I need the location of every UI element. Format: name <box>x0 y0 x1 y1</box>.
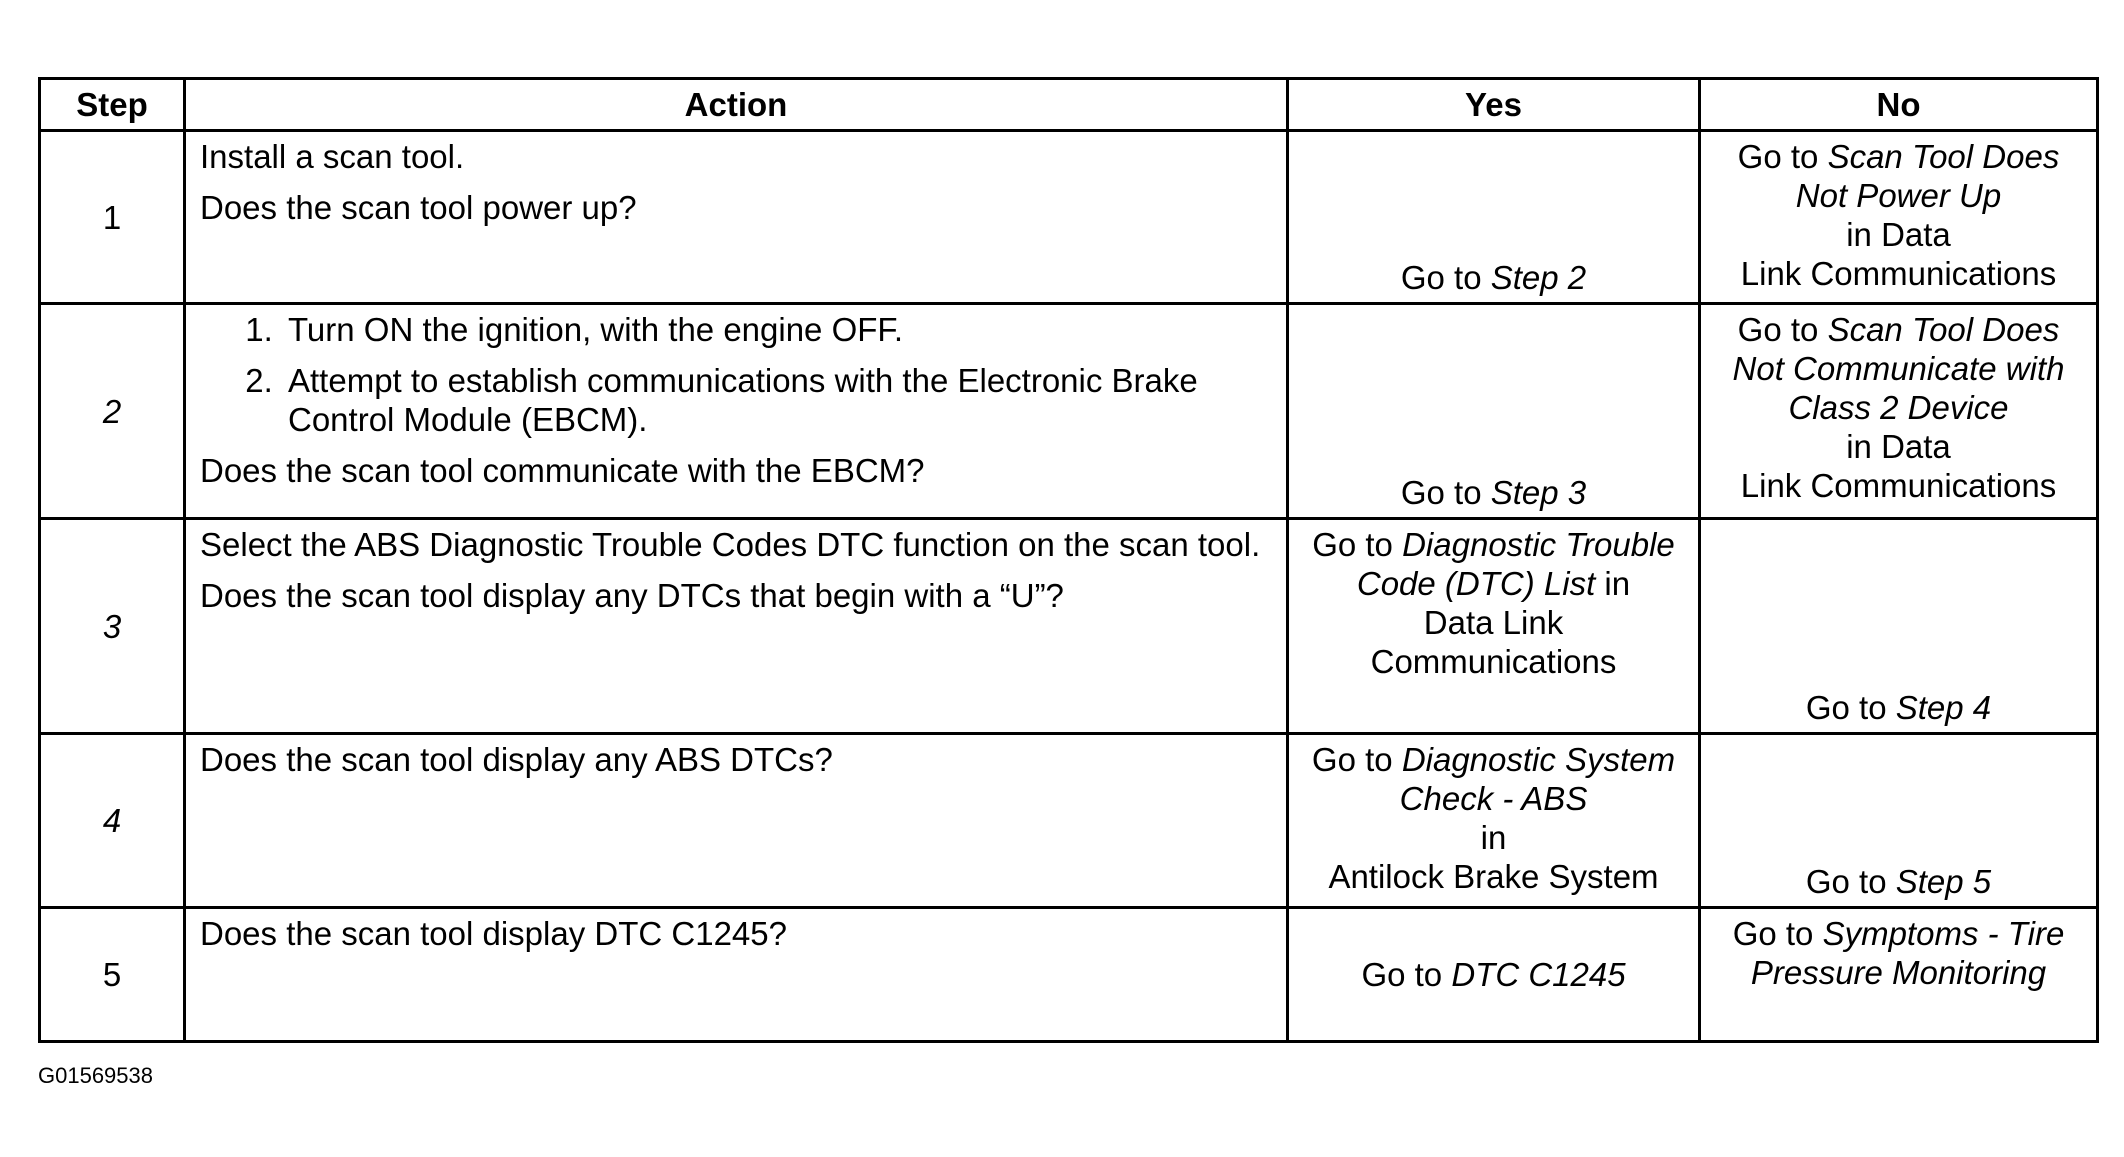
step-number: 1 <box>40 131 185 304</box>
yes-link[interactable]: DTC C1245 <box>1451 956 1626 993</box>
step-number: 3 <box>40 519 185 734</box>
action-question: Does the scan tool power up? <box>200 189 637 226</box>
yes-cell <box>1288 519 1700 734</box>
action-cell <box>185 304 1288 519</box>
action-text: Select the ABS Diagnostic Trouble Codes DTC function on the scan tool. <box>200 526 1261 563</box>
table-row <box>40 908 2098 1042</box>
no-prefix: Go to <box>1737 138 1828 175</box>
yes-suffix: in <box>1480 819 1507 856</box>
no-prefix: Go to <box>1805 689 1896 726</box>
substep-item: 1. Turn ON the ignition, with the engine OFF. <box>282 310 1272 349</box>
no-link[interactable]: Scan Tool Does Not Power Up <box>1795 138 2060 214</box>
yes-suffix: in <box>1595 565 1631 602</box>
table-row <box>40 304 2098 519</box>
header-step: Step <box>40 79 185 131</box>
yes-prefix: Go to <box>1400 259 1491 296</box>
table-row <box>40 519 2098 734</box>
yes-tail: Data Link Communications <box>1370 604 1617 680</box>
substep-item: 2. Attempt to establish communications with the Electronic Brake Control Module (EBCM). <box>282 361 1272 439</box>
no-cell <box>1700 734 2098 908</box>
no-cell <box>1700 519 2098 734</box>
table-row <box>40 734 2098 908</box>
no-suffix: in Data <box>1846 216 1951 253</box>
diagnostic-table <box>38 77 2099 1043</box>
no-prefix: Go to <box>1732 915 1823 952</box>
no-suffix: in Data <box>1846 428 1951 465</box>
no-tail: Link Communications <box>1740 255 2057 292</box>
action-question: Does the scan tool communicate with the EBCM? <box>200 452 925 489</box>
figure-id: G01569538 <box>38 1063 153 1088</box>
action-cell <box>185 519 1288 734</box>
yes-prefix: Go to <box>1400 474 1491 511</box>
header-action: Action <box>185 79 1288 131</box>
yes-prefix: Go to <box>1361 956 1452 993</box>
yes-cell <box>1288 131 1700 304</box>
substep-list <box>200 310 1272 439</box>
no-link[interactable]: Symptoms - Tire Pressure Monitoring <box>1750 915 2065 991</box>
yes-prefix: Go to <box>1311 741 1402 778</box>
no-cell <box>1700 908 2098 1042</box>
yes-prefix: Go to <box>1312 526 1403 563</box>
action-question: Does the scan tool display DTC C1245? <box>200 915 787 952</box>
action-question: Does the scan tool display any DTCs that begin with a “U”? <box>200 577 1064 614</box>
yes-tail: Antilock Brake System <box>1328 858 1659 895</box>
no-link[interactable]: Step 5 <box>1895 863 1992 900</box>
yes-cell <box>1288 908 1700 1042</box>
step-number: 2 <box>40 304 185 519</box>
step-number: 4 <box>40 734 185 908</box>
yes-link[interactable]: Step 3 <box>1490 474 1587 511</box>
header-row <box>40 79 2098 131</box>
no-link[interactable]: Step 4 <box>1895 689 1992 726</box>
action-cell <box>185 908 1288 1042</box>
action-question: Does the scan tool display any ABS DTCs? <box>200 741 833 778</box>
action-cell <box>185 734 1288 908</box>
header-no: No <box>1700 79 2098 131</box>
no-cell <box>1700 131 2098 304</box>
table-row <box>40 131 2098 304</box>
step-number: 5 <box>40 908 185 1042</box>
yes-link[interactable]: Diagnostic Trouble Code (DTC) List <box>1356 526 1675 602</box>
action-cell <box>185 131 1288 304</box>
yes-cell <box>1288 734 1700 908</box>
yes-link[interactable]: Diagnostic System Check - ABS <box>1399 741 1676 817</box>
action-text: Install a scan tool. <box>200 138 465 175</box>
no-link[interactable]: Scan Tool Does Not Communicate with Class 2 Device <box>1732 311 2065 426</box>
yes-cell <box>1288 304 1700 519</box>
no-tail: Link Communications <box>1740 467 2057 504</box>
no-prefix: Go to <box>1805 863 1896 900</box>
yes-link[interactable]: Step 2 <box>1490 259 1587 296</box>
no-prefix: Go to <box>1737 311 1828 348</box>
no-cell <box>1700 304 2098 519</box>
header-yes: Yes <box>1288 79 1700 131</box>
